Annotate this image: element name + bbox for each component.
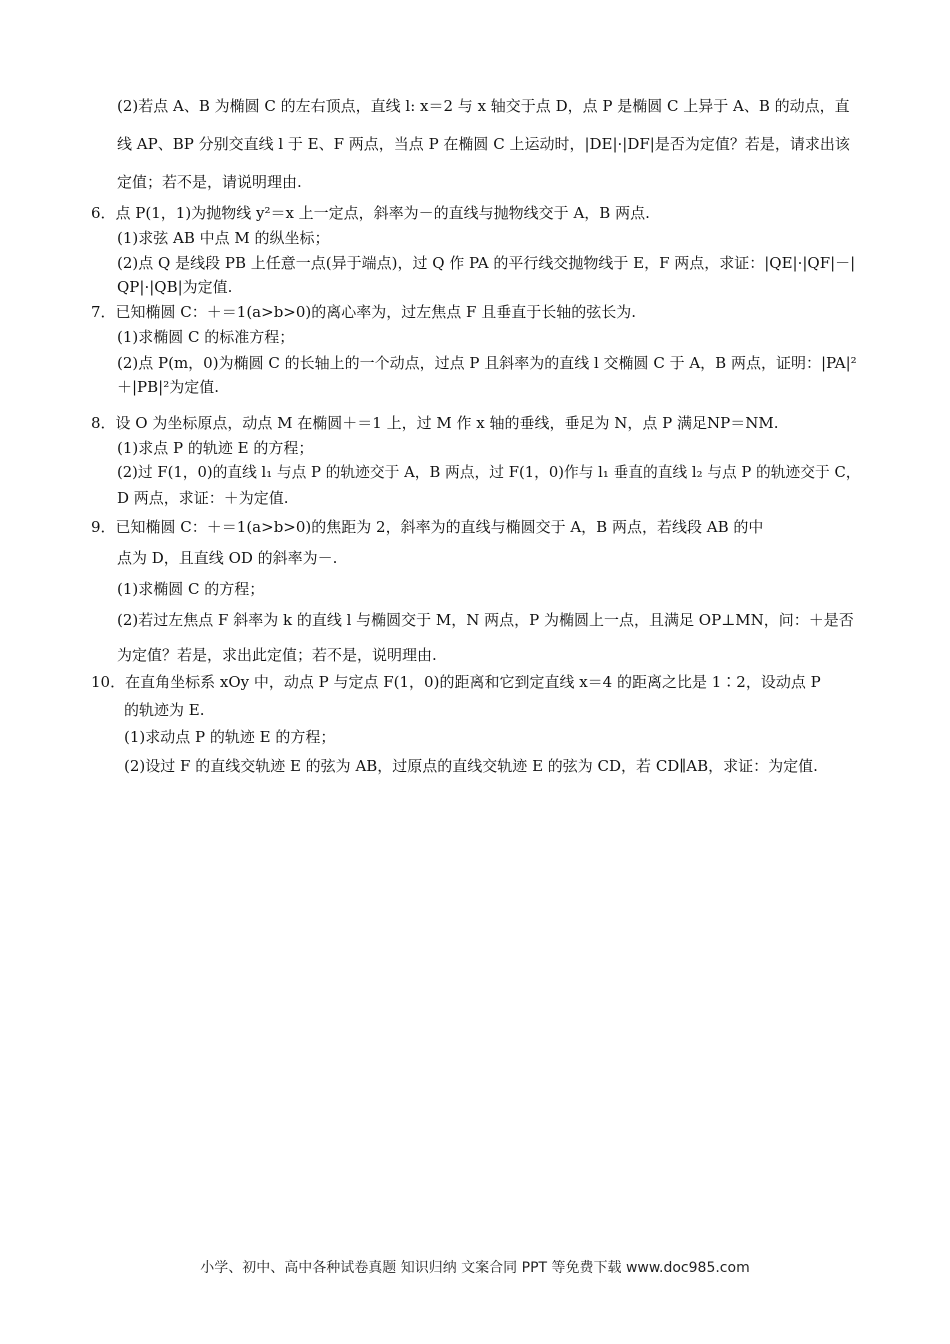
p8-part1: (1)求点 P 的轨迹 E 的方程； bbox=[117, 439, 314, 457]
p5-part2-line1: (2)若点 A、B 为椭圆 C 的左右顶点，直线 l: x＝2 与 x 轴交于点 D，点 P 是椭圆 C 上异于 A、B 的动点，直 bbox=[117, 97, 850, 115]
p10-stem-line1: 10．在直角坐标系 xOy 中，动点 P 与定点 F(1，0)的距离和它到定直线 x＝4 的距离之比是 1∶2，设动点 P bbox=[91, 673, 821, 691]
p5-part2-line3: 定值；若不是，请说明理由. bbox=[117, 173, 302, 191]
p6-stem: 6．点 P(1，1)为抛物线 y²＝x 上一定点，斜率为－的直线与抛物线交于 A，B 两点. bbox=[91, 204, 650, 222]
p10-part2: (2)设过 F 的直线交轨迹 E 的弦为 AB，过原点的直线交轨迹 E 的弦为 CD，若 CD∥AB，求证：为定值. bbox=[124, 757, 818, 775]
p10-stem-line2: 的轨迹为 E. bbox=[124, 701, 205, 719]
p9-part2-line2: 为定值？若是，求出此定值；若不是，说明理由. bbox=[117, 646, 437, 664]
p8-stem: 8．设 O 为坐标原点，动点 M 在椭圆＋＝1 上，过 M 作 x 轴的垂线，垂足为 N，点 P 满足NP＝NM. bbox=[91, 414, 779, 432]
p7-stem: 7．已知椭圆 C：＋＝1(a>b>0)的离心率为，过左焦点 F 且垂直于长轴的弦长为. bbox=[91, 303, 636, 321]
page-footer: 小学、初中、高中各种试卷真题 知识归纳 文案合同 PPT 等免费下载 www.doc985.com bbox=[200, 1260, 750, 1276]
p6-part1: (1)求弦 AB 中点 M 的纵坐标； bbox=[117, 229, 330, 247]
p7-part2-line1: (2)点 P(m，0)为椭圆 C 的长轴上的一个动点，过点 P 且斜率为的直线 l 交椭圆 C 于 A，B 两点，证明：|PA|² bbox=[117, 354, 857, 372]
p8-part2-line1: (2)过 F(1，0)的直线 l₁ 与点 P 的轨迹交于 A，B 两点，过 F(1，0)作与 l₁ 垂直的直线 l₂ 与点 P 的轨迹交于 C， bbox=[117, 464, 861, 481]
p9-part1: (1)求椭圆 C 的方程； bbox=[117, 580, 265, 598]
p6-part2-line1: (2)点 Q 是线段 PB 上任意一点(异于端点)，过 Q 作 PA 的平行线交抛物线于 E，F 两点，求证：|QE|·|QF|－| bbox=[117, 254, 856, 272]
p6-part2-line2: QP|·|QB|为定值. bbox=[117, 278, 233, 296]
p7-part2-line2: ＋|PB|²为定值. bbox=[117, 378, 220, 396]
p8-part2-line2: D 两点，求证：＋为定值. bbox=[117, 489, 289, 507]
p9-part2-line1: (2)若过左焦点 F 斜率为 k 的直线 l 与椭圆交于 M，N 两点，P 为椭圆上一点，且满足 OP⊥MN，问：＋是否 bbox=[117, 611, 854, 629]
p9-stem-line2: 点为 D，且直线 OD 的斜率为－. bbox=[117, 549, 338, 567]
p9-stem-line1: 9．已知椭圆 C：＋＝1(a>b>0)的焦距为 2，斜率为的直线与椭圆交于 A，B 两点，若线段 AB 的中 bbox=[91, 518, 764, 536]
p10-part1: (1)求动点 P 的轨迹 E 的方程； bbox=[124, 728, 336, 746]
p7-part1: (1)求椭圆 C 的标准方程； bbox=[117, 328, 295, 346]
p5-part2-line2: 线 AP、BP 分别交直线 l 于 E、F 两点，当点 P 在椭圆 C 上运动时，|DE|·|DF|是否为定值？若是，请求出该 bbox=[117, 135, 850, 153]
